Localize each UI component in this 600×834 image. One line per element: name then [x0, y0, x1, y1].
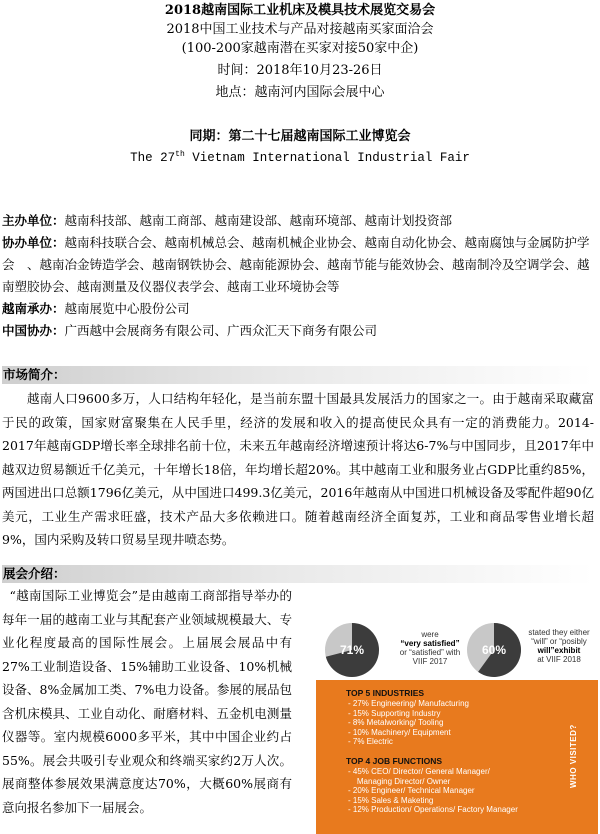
co-organizer-row: 协办单位：越南科技联合会、越南机械总会、越南机械企业协会、越南自动化协会、越南腐蚀与金属防护学会 、越南冶金铸造学会、越南钢铁协会、越南能源协会、越南节能与能效协会、越南制冷及空调学会、越南塑胶协会、越南测量及仪器仪表学会、越南工业环境协会等 — [2, 235, 590, 294]
rebooking-pie — [466, 622, 522, 678]
event-place: 地点：越南河内国际会展中心 — [215, 85, 385, 100]
industries-item: - 8% Metalworking/ Tooling — [348, 718, 444, 727]
satisfaction-caption: were “very satisfied” or “satisfied” with VIIF 2017 — [399, 630, 461, 666]
industries-item: - 15% Supporting Industry — [348, 708, 441, 718]
industries-item: - 10% Machinery/ Equipment — [348, 727, 451, 737]
concurrent-event-english: The 27th Vietnam International Industrial Fair — [130, 149, 470, 165]
exhibition-paragraph: “越南国际工业博览会”是由越南工商部指导举办的每年一届的越南工业与其配套产业领域规模最大、专业化程度最高的国际性展会。上届展会展品中有27%工业制造设备、15%辅助工业设备、10%机械设备、8%金属加工类、7%电力设备。参展的展品包含机床模具、工业自动化、耐磨材料、五金机电测量仪器等。室内规模6000多平米，其中中国企业约占55%。展会共吸引专业观众和终端买家约2万人次。展商整体参展效果满意度达70%，大概60%展商有意向报名参加下一届展会。 — [2, 588, 292, 815]
rebooking-caption: stated they either “will” or “posibly will”exhibit at VIIF 2018 — [528, 628, 590, 664]
market-section-title: 市场简介： — [2, 366, 593, 384]
industries-item: - 27% Engineering/ Manufacturing — [348, 699, 469, 708]
jobs-item: - 15% Sales & Maketing — [348, 795, 434, 805]
market-paragraph: 越南人口9600多万，人口结构年轻化，是当前东盟十国最具发展活力的国家之一。由于越南采取藏富于民的政策，国家财富聚集在人民手里，经济的发展和收入的提高使民众具有一定的消费能力。2014-2017年越南GDP增长率全球排名前十位，未来五年越南经济增速预计将达6-7%与中国同步，且2017年中越双边贸易额近千亿美元，十年增长18倍，年均增长超20%。其中越南工业和服务业占GDP比重约85%，两国进出口总额1796亿美元，从中国进口499.3亿美元，2016年越南从中国进口机械设备及零配件超90亿美元，工业生产需求旺盛，技术产品大多依赖进口。随着越南经济全面复苏，工业和商品零售业增长超9%，国内采购及转口贸易呈现井喷态势。 — [2, 391, 594, 547]
who-visited-label: WHO VISITED? — [569, 724, 578, 788]
undertaker-row: 越南承办：越南展览中心股份公司 — [2, 301, 190, 316]
event-time: 时间：2018年10月23-26日 — [217, 63, 383, 78]
satisfaction-percent: 71% — [339, 643, 365, 657]
job-functions-title: TOP 4 JOB FUNCTIONS — [346, 756, 443, 766]
organizers — [2, 210, 592, 342]
event-subtitle: 2018中国工业技术与产品对接越南买家面洽会 — [166, 22, 434, 37]
event-buyers-note: (100-200家越南潜在买家对接50家中企) — [181, 41, 419, 56]
jobs-item: - 20% Engineer/ Technical Manager — [348, 786, 475, 795]
china-coorganizer-row: 中国协办：广西越中会展商务有限公司、广西众汇天下商务有限公司 — [2, 323, 378, 338]
event-title: 2018越南国际工业机床及模具技术展览交易会 — [164, 3, 436, 18]
jobs-item: Managing Director/ Owner — [348, 776, 451, 786]
jobs-item: - 45% CEO/ Director/ General Manager/ — [348, 767, 490, 776]
exhibition-section-title: 展会介绍： — [2, 565, 593, 583]
concurrent-event: 同期：第二十七届越南国际工业博览会 — [189, 129, 411, 144]
jobs-item: - 12% Production/ Operations/ Factory Manager — [348, 805, 518, 814]
host-row: 主办单位：越南科技部、越南工商部、越南建设部、越南环境部、越南计划投资部 — [2, 213, 453, 228]
satisfaction-pie — [324, 622, 380, 678]
industries-title: TOP 5 INDUSTRIES — [346, 688, 425, 698]
rebooking-percent: 60% — [481, 643, 507, 657]
industries-item: - 7% Electric — [348, 737, 393, 746]
visitor-infographic — [316, 600, 598, 834]
